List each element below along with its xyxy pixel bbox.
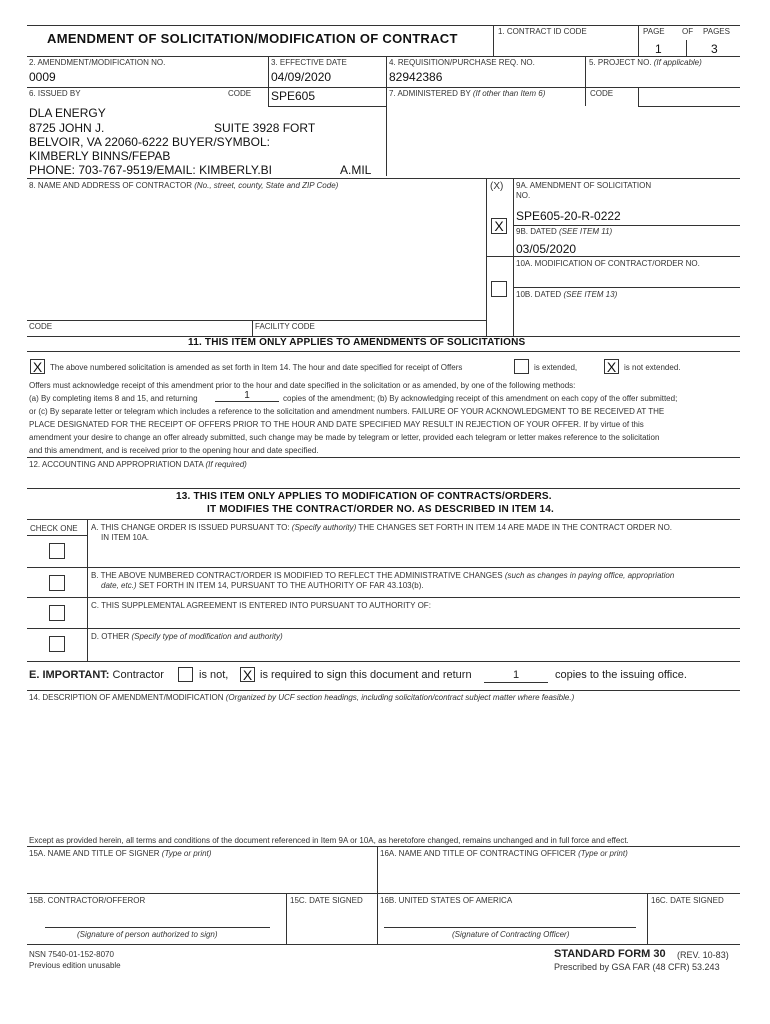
is-required-text: is required to sign this document and return bbox=[260, 669, 472, 681]
rule bbox=[27, 457, 740, 458]
issuer-line: KIMBERLY BINNS/FEPAB bbox=[29, 149, 171, 163]
rule bbox=[27, 661, 740, 662]
rule bbox=[638, 106, 740, 107]
facility-code-label: FACILITY CODE bbox=[255, 322, 315, 331]
item-9a-label: 9A. AMENDMENT OF SOLICITATION bbox=[516, 181, 652, 190]
rule bbox=[513, 225, 740, 226]
form-revision: (REV. 10-83) bbox=[677, 950, 729, 960]
important-label: E. IMPORTANT: bbox=[29, 669, 110, 681]
divider bbox=[286, 893, 287, 944]
item-15b-label: 15B. CONTRACTOR/OFFEROR bbox=[29, 896, 146, 905]
rule bbox=[27, 87, 740, 88]
rule bbox=[27, 320, 486, 321]
is-required-checkbox[interactable]: X bbox=[240, 667, 255, 682]
is-not-extended-label: is not extended. bbox=[624, 363, 681, 372]
issuer-line: 8725 JOHN J. bbox=[29, 121, 105, 135]
divider bbox=[638, 87, 639, 106]
rule bbox=[513, 287, 740, 288]
rule bbox=[27, 628, 740, 629]
item-13-heading: IT MODIFIES THE CONTRACT/ORDER NO. AS DESCRIBED IN ITEM 14. bbox=[207, 504, 555, 515]
item-11-text: The above numbered solicitation is amended as set forth in Item 14. The hour and date specified for receipt of Offers bbox=[50, 363, 463, 372]
rule bbox=[27, 597, 740, 598]
item-10a-label: 10A. MODIFICATION OF CONTRACT/ORDER NO. bbox=[516, 259, 700, 268]
officer-signature-caption: (Signature of Contracting Officer) bbox=[452, 930, 570, 939]
divider bbox=[647, 893, 648, 944]
rule bbox=[27, 567, 740, 568]
total-pages: 3 bbox=[711, 42, 718, 56]
issuer-line: SUITE 3928 FORT bbox=[214, 121, 316, 135]
item-13b-checkbox[interactable] bbox=[49, 575, 65, 591]
item-10b-label: 10B. DATED (SEE ITEM 13) bbox=[516, 290, 618, 299]
contractor-code-label: CODE bbox=[29, 322, 53, 331]
divider bbox=[252, 320, 253, 336]
divider bbox=[87, 519, 88, 661]
important-row bbox=[29, 669, 164, 681]
code-label: CODE bbox=[590, 89, 614, 98]
offers-amended-checkbox[interactable]: X bbox=[30, 359, 45, 374]
check-one-label: CHECK ONE bbox=[30, 524, 78, 533]
is-extended-checkbox[interactable] bbox=[514, 359, 529, 374]
previous-edition-text: Previous edition unusable bbox=[29, 961, 121, 970]
item-13c-text: C. THIS SUPPLEMENTAL AGREEMENT IS ENTERED INTO PURSUANT TO AUTHORITY OF: bbox=[91, 601, 431, 610]
issuer-line: A.MIL bbox=[340, 163, 372, 177]
issuer-code-value: SPE605 bbox=[271, 89, 316, 103]
item-11-paragraph: (a) By completing items 8 and 15, and returning bbox=[29, 394, 198, 403]
item-11-paragraph: or (c) By separate letter or telegram which includes a reference to the solicitation and amendment numbers. FAILURE OF YOUR ACKNOWLEDGMENT TO BE RECEIVED AT THE bbox=[29, 407, 665, 416]
item-9a-checkbox[interactable]: X bbox=[491, 218, 507, 234]
rule bbox=[27, 535, 87, 536]
item-13-heading: 13. THIS ITEM ONLY APPLIES TO MODIFICATION OF CONTRACTS/ORDERS. bbox=[176, 491, 552, 502]
item-11-heading: 11. THIS ITEM ONLY APPLIES TO AMENDMENTS OF SOLICITATIONS bbox=[188, 337, 526, 348]
page-label: PAGE bbox=[643, 27, 665, 36]
rule bbox=[27, 488, 740, 489]
issued-by-label: 6. ISSUED BY bbox=[29, 89, 81, 98]
item-16c-label: 16C. DATE SIGNED bbox=[651, 896, 724, 905]
divider bbox=[638, 25, 639, 56]
solicitation-no-value: SPE605-20-R-0222 bbox=[516, 209, 621, 223]
prescribed-by-text: Prescribed by GSA FAR (48 CFR) 53.243 bbox=[554, 962, 720, 972]
item-15a-label: 15A. NAME AND TITLE OF SIGNER (Type or print) bbox=[29, 849, 212, 858]
divider bbox=[585, 56, 586, 87]
item-11-paragraph: Offers must acknowledge receipt of this amendment prior to the hour and date specified in the solicitation or as amended, by one of the following methods: bbox=[29, 381, 576, 390]
issuer-line: DLA ENERGY bbox=[29, 106, 106, 120]
signature-line bbox=[45, 927, 270, 928]
is-not-required-checkbox[interactable] bbox=[178, 667, 193, 682]
x-marker-label: (X) bbox=[490, 181, 504, 192]
rule bbox=[27, 351, 740, 352]
item-13a-text: A. THIS CHANGE ORDER IS ISSUED PURSUANT TO: (Specify authority) THE CHANGES SET FORTH IN ITEM 14 ARE MADE IN THE CONTRACT ORDER NO. bbox=[91, 523, 673, 532]
except-provided-text: Except as provided herein, all terms and conditions of the document referenced in Item 9A or 10A, as heretofore changed, remains unchanged and in full force and effect. bbox=[29, 836, 629, 845]
requisition-label: 4. REQUISITION/PURCHASE REQ. NO. bbox=[389, 58, 535, 67]
item-11-paragraph: copies of the amendment; (b) By acknowledging receipt of this amendment on each copy of the offer submitted; bbox=[283, 394, 678, 403]
contractor-text: Contractor bbox=[112, 669, 164, 681]
rule bbox=[27, 178, 740, 179]
item-13b-text: B. THE ABOVE NUMBERED CONTRACT/ORDER IS MODIFIED TO REFLECT THE ADMINISTRATIVE CHANGES (such as changes in paying office, appropriation bbox=[91, 571, 675, 580]
issuer-line: PHONE: 703-767-9519/EMAIL: KIMBERLY.BI bbox=[29, 163, 273, 177]
item-13c-checkbox[interactable] bbox=[49, 605, 65, 621]
item-11-paragraph: and this amendment, and is received prior to the opening hour and date specified. bbox=[29, 446, 319, 455]
item-9b-label: 9B. DATED (SEE ITEM 11) bbox=[516, 227, 613, 236]
is-not-extended-checkbox[interactable]: X bbox=[604, 359, 619, 374]
item-11-paragraph: amendment your desire to change an offer already submitted, such change may be made by telegram or letter, provided each telegram or letter makes reference to the solicitation bbox=[29, 433, 660, 442]
page-number: 1 bbox=[655, 42, 662, 56]
rule bbox=[27, 56, 740, 57]
item-13d-checkbox[interactable] bbox=[49, 636, 65, 652]
solicitation-date-value: 03/05/2020 bbox=[516, 242, 577, 256]
divider bbox=[268, 56, 269, 106]
code-label: CODE bbox=[228, 89, 252, 98]
item-16a-label: 16A. NAME AND TITLE OF CONTRACTING OFFICER (Type or print) bbox=[380, 849, 628, 858]
pages-label: PAGES bbox=[703, 27, 730, 36]
rule bbox=[27, 893, 740, 894]
amendment-no-label: 2. AMENDMENT/MODIFICATION NO. bbox=[29, 58, 166, 67]
item-13a-checkbox[interactable] bbox=[49, 543, 65, 559]
rule bbox=[268, 106, 386, 107]
divider bbox=[493, 25, 494, 56]
rule bbox=[27, 846, 740, 847]
signer-signature-caption: (Signature of person authorized to sign) bbox=[77, 930, 218, 939]
item-13b-text: date, etc.) SET FORTH IN ITEM 14, PURSUANT TO THE AUTHORITY OF FAR 43.103(b). bbox=[101, 581, 424, 590]
divider bbox=[513, 178, 514, 336]
requisition-value: 82942386 bbox=[389, 70, 443, 84]
item-11-paragraph: PLACE DESIGNATED FOR THE RECEIPT OF OFFERS PRIOR TO THE HOUR AND DATE SPECIFIED MAY RESULT IN REJECTION OF YOUR OFFER. If by virtue of this bbox=[29, 420, 644, 429]
rule bbox=[27, 519, 740, 520]
standard-form-title: STANDARD FORM 30 bbox=[554, 948, 666, 960]
is-extended-label: is extended, bbox=[534, 363, 578, 372]
item-15c-label: 15C. DATE SIGNED bbox=[290, 896, 363, 905]
divider bbox=[377, 846, 378, 944]
top-rule bbox=[27, 25, 740, 26]
divider bbox=[585, 87, 586, 106]
of-label: OF bbox=[682, 27, 694, 36]
item-9a-label: NO. bbox=[516, 191, 531, 200]
rule bbox=[27, 944, 740, 945]
effective-date-label: 3. EFFECTIVE DATE bbox=[271, 58, 347, 67]
item-16b-label: 16B. UNITED STATES OF AMERICA bbox=[380, 896, 513, 905]
project-no-label: 5. PROJECT NO. (If applicable) bbox=[589, 58, 702, 67]
copies-returned-value: 1 bbox=[215, 390, 279, 402]
contract-id-label: 1. CONTRACT ID CODE bbox=[498, 27, 587, 36]
nsn-text: NSN 7540-01-152-8070 bbox=[29, 950, 114, 959]
item-10a-checkbox[interactable] bbox=[491, 281, 507, 297]
divider bbox=[486, 178, 487, 336]
item-12-label: 12. ACCOUNTING AND APPROPRIATION DATA (If required) bbox=[29, 460, 247, 469]
is-not-text: is not, bbox=[199, 669, 229, 681]
administered-by-label: 7. ADMINISTERED BY (If other than Item 6) bbox=[389, 89, 546, 98]
divider bbox=[686, 40, 687, 56]
item-13d-text: D. OTHER (Specify type of modification and authority) bbox=[91, 632, 283, 641]
return-copies-value: 1 bbox=[484, 669, 548, 683]
signature-line bbox=[384, 927, 636, 928]
copies-text: copies to the issuing office. bbox=[555, 669, 687, 681]
form-title: AMENDMENT OF SOLICITATION/MODIFICATION OF CONTRACT bbox=[47, 31, 458, 46]
item-13a-text: IN ITEM 10A. bbox=[101, 533, 150, 542]
contractor-label: 8. NAME AND ADDRESS OF CONTRACTOR (No., street, county, State and ZIP Code) bbox=[29, 181, 339, 190]
issuer-line: BELVOIR, VA 22060-6222 BUYER/SYMBOL: bbox=[29, 135, 271, 149]
item-14-label: 14. DESCRIPTION OF AMENDMENT/MODIFICATION (Organized by UCF section headings, including solicitation/contract subject matter where feasible.) bbox=[29, 693, 575, 702]
divider bbox=[386, 56, 387, 176]
effective-date-value: 04/09/2020 bbox=[271, 70, 332, 84]
rule bbox=[486, 256, 740, 257]
amendment-no-value: 0009 bbox=[29, 70, 56, 84]
rule bbox=[27, 690, 740, 691]
